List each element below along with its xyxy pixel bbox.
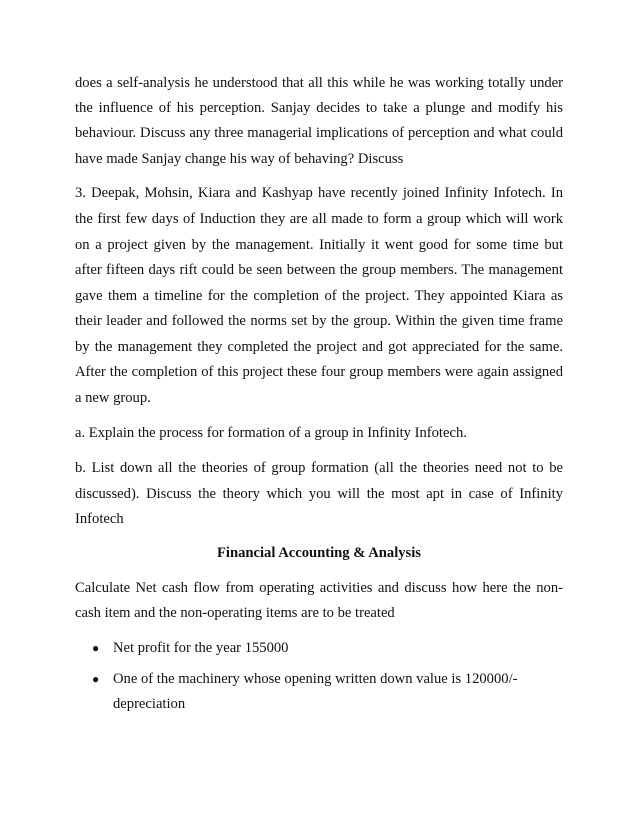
paragraph-line: the influence of his perception. Sanjay decides to take a plunge and modify his <box>75 100 563 116</box>
question-3-line: After the completion of this project these four group members were again assigned <box>75 364 563 380</box>
part-b-line: discussed). Discuss the theory which you will the most apt in case of Infinity <box>75 486 563 502</box>
question-3-line: the first few days of Induction they are all made to form a group which will work <box>75 211 563 227</box>
fa-intro-line: Calculate Net cash flow from operating activities and discuss how here the non- <box>75 580 563 596</box>
part-a-line: a. Explain the process for formation of a group in Infinity Infotech. <box>75 425 467 441</box>
question-3-line: a new group. <box>75 390 151 406</box>
question-3-line: 3. Deepak, Mohsin, Kiara and Kashyap have recently joined Infinity Infotech. In <box>75 185 563 201</box>
question-3-line: on a project given by the management. Initially it went good for some time but <box>75 237 563 253</box>
bullet-icon: ● <box>92 641 100 655</box>
section-heading: Financial Accounting & Analysis <box>217 545 421 561</box>
fa-intro-line: cash item and the non-operating items are to be treated <box>75 605 395 621</box>
bullet-item-line: Net profit for the year 155000 <box>113 640 289 656</box>
question-3-line: gave them a timeline for the completion of the project. They appointed Kiara as <box>75 288 563 304</box>
bullet-item-line: One of the machinery whose opening written down value is 120000/- <box>113 671 518 687</box>
question-3-line: their leader and followed the norms set by the group. Within the given time frame <box>75 313 563 329</box>
paragraph-line: have made Sanjay change his way of behaving? Discuss <box>75 151 404 167</box>
bullet-icon: ● <box>92 672 100 686</box>
paragraph-line: behaviour. Discuss any three managerial implications of perception and what could <box>75 125 563 141</box>
part-b-line: b. List down all the theories of group formation (all the theories need not to be <box>75 460 563 476</box>
paragraph-line: does a self-analysis he understood that all this while he was working totally under <box>75 75 563 91</box>
part-b-line: Infotech <box>75 511 124 527</box>
question-3-line: after fifteen days rift could be seen between the group members. The management <box>75 262 563 278</box>
bullet-item-line: depreciation <box>113 696 186 712</box>
question-3-line: by the management they completed the project and got appreciated for the same. <box>75 339 563 355</box>
